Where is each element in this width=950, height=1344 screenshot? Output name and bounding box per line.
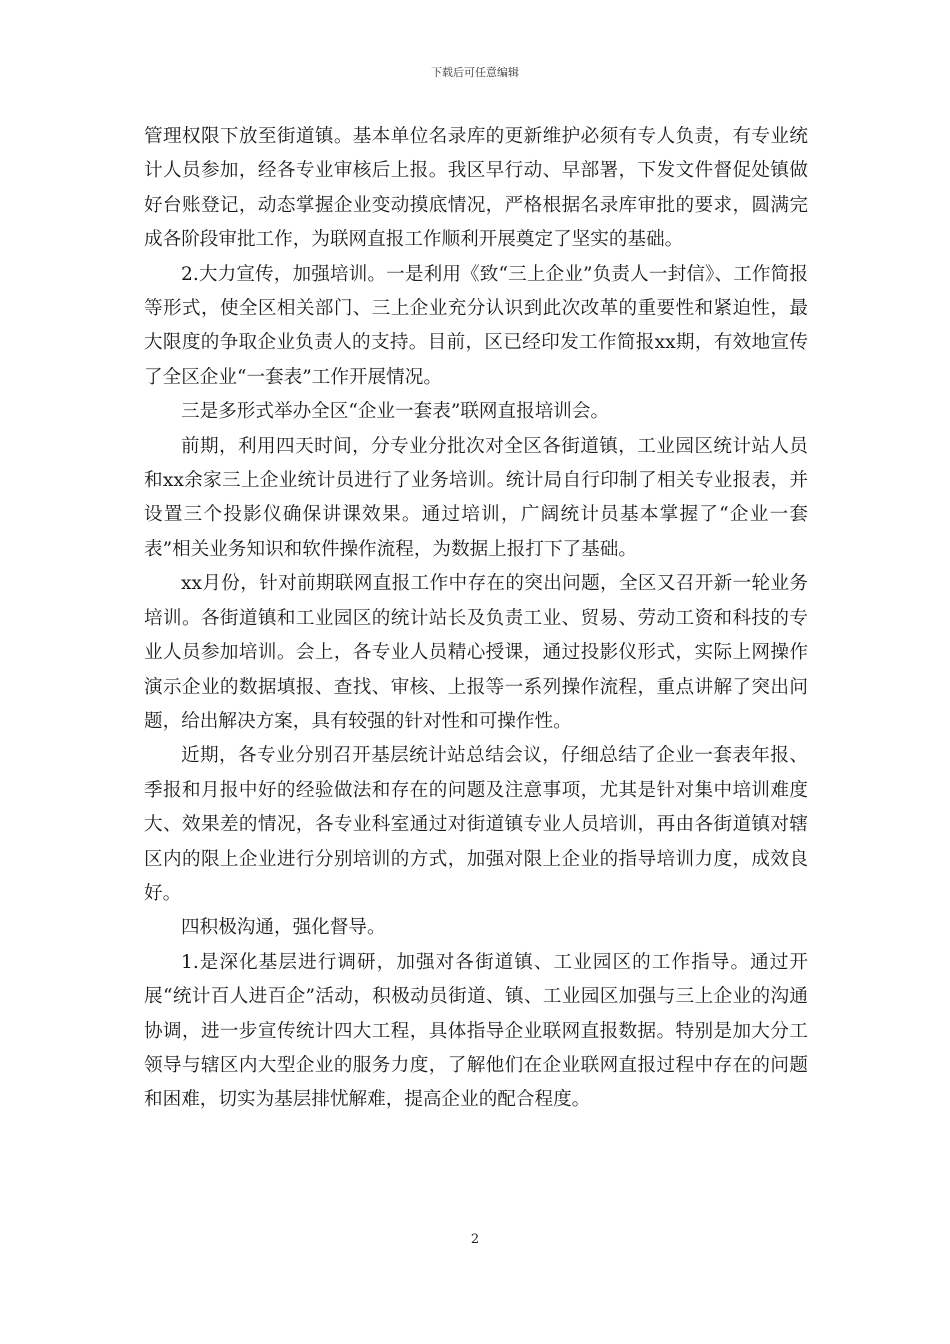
- page-number: 2: [470, 1232, 480, 1247]
- document-body: [144, 120, 808, 1118]
- paragraph-name-registry: 管理权限下放至街道镇。基本单位名录库的更新维护必须有专人负责，有专业统计人员参加，经各专业审核后上报。我区早行动、早部署，下发文件督促处镇做好台账登记，动态掌握企业变动摸底情况，严格根据名录库审批的要求，圆满完成各阶段审批工作，为联网直报工作顺利开展奠定了坚实的基础。: [144, 126, 808, 251]
- paragraph-training-sessions: 三是多形式举办全区“企业一套表”联网直报培训会。: [181, 401, 610, 423]
- paragraph-recent-summary: 近期，各专业分别召开基层统计站总结会议，仔细总结了企业一套表年报、季报和月报中好的经验做法和存在的问题及注意事项，尤其是针对集中培训难度大、效果差的情况，各专业科室通过对街道镇专业人员培训，再由各街道镇对辖区内的限上企业进行分别培训的方式，加强对限上企业的指导培训力度，成效良好。: [144, 745, 808, 904]
- paragraph-publicity-training: 2.大力宣传，加强培训。一是利用《致“三上企业”负责人一封信》、工作简报等形式，使全区相关部门、三上企业充分认识到此次改革的重要性和紧迫性，最大限度的争取企业负责人的支持。目前，区已经印发工作简报xx期，有效地宣传了全区企业“一套表”工作开展情况。: [144, 263, 808, 388]
- paragraph-communication-heading: 四积极沟通，强化督导。: [181, 917, 386, 939]
- paragraph-early-training: 前期，利用四天时间，分专业分批次对全区各街道镇，工业园区统计站人员和xx余家三上企业统计员进行了业务培训。统计局自行印制了相关专业报表，并设置三个投影仪确保讲课效果。通过培训，广阔统计员基本掌握了“企业一套表”相关业务知识和软件操作流程，为数据上报打下了基础。: [144, 435, 808, 560]
- paragraph-new-training-round: xx月份，针对前期联网直报工作中存在的突出问题，全区又召开新一轮业务培训。各街道镇和工业园区的统计站长及负责工业、贸易、劳动工资和科技的专业人员参加培训。会上，各专业人员精心授课，通过投影仪形式，实际上网操作演示企业的数据填报、查找、审核、上报等一系列操作流程，重点讲解了突出问题，给出解决方案，具有较强的针对性和可操作性。: [144, 573, 808, 732]
- paragraph-grassroots-research: 1.是深化基层进行调研，加强对各街道镇、工业园区的工作指导。通过开展“统计百人进百企”活动，积极动员街道、镇、工业园区加强与三上企业的沟通协调，进一步宣传统计四大工程，具体指导企业联网直报数据。特别是加大分工领导与辖区内大型企业的服务力度，了解他们在企业联网直报过程中存在的问题和困难，切实为基层排忧解难，提高企业的配合程度。: [144, 951, 808, 1111]
- page-header: 下载后可任意编辑: [431, 66, 519, 79]
